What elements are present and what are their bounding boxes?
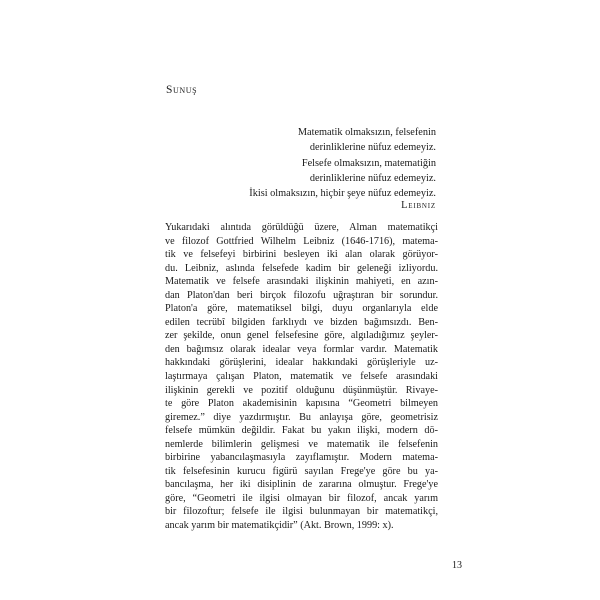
epigraph-line: derinliklerine nüfuz edemeyiz. xyxy=(309,142,436,154)
body-line: tik felsefesinin kurucu figürü sayılan Frege'ye göre bu ya- xyxy=(165,465,438,477)
epigraph-line: derinliklerine nüfuz edemeyiz. xyxy=(309,172,436,184)
body-line: Platon'a göre, matematiksel bilgi, duyu organlarıyla elde xyxy=(165,303,438,315)
body-line: göre, “Geometri ile ilgisi olmayan bir filozof, ancak yarım xyxy=(165,492,438,504)
body-line: ilişkinin gerekli ve pozitif olduğunu düşünmüştür. Rivaye- xyxy=(165,384,438,396)
page-number: 13 xyxy=(452,560,462,571)
body-line: bir filozoftur; felsefe ile ilgisi bulunmayan bir matematikçi, xyxy=(165,506,438,518)
body-line: tik ve felsefeyi birbirini besleyen iki alan olarak görüyor- xyxy=(165,249,438,261)
body-line: den bağımsız olarak idealar veya formlar vardır. Matematik xyxy=(165,343,438,355)
epigraph-author: Leibniz xyxy=(401,200,436,211)
body-line: felsefe mümkün değildir. Fakat bu yakın ilişki, modern dö- xyxy=(165,425,438,437)
body-line: ancak yarım bir matematikçidir” (Akt. Brown, 1999: x). xyxy=(165,520,394,532)
body-line: laştırmaya çalışan Platon, matematik ve felsefe arasındaki xyxy=(165,371,438,383)
body-line: Matematik ve felsefe arasındaki ilişkinin mahiyeti, en azın- xyxy=(165,276,438,288)
body-line: te göre Platon akademisinin kapısına “Geometri bilmeyen xyxy=(165,398,438,410)
body-line: zer şekilde, onun genel felsefesine göre, algıladığımız şeyler- xyxy=(165,330,438,342)
epigraph xyxy=(156,125,436,201)
body-line: Yukarıdaki alıntıda görüldüğü üzere, Alman matematikçi xyxy=(165,222,438,233)
epigraph-line: İkisi olmaksızın, hiçbir şeye nüfuz edemeyiz. xyxy=(249,188,436,200)
body-line: nemlerde bilimlerin gelişmesi ve matematik ile felsefenin xyxy=(165,438,438,450)
body-line: giremez.” diye yazdırmıştır. Bu anlayışa göre, geometrisiz xyxy=(165,411,438,423)
body-line: dan Platon'dan beri birçok filozofu uğraştıran bir sorundur. xyxy=(165,289,438,301)
body-line: edilen tecrübî bilgiden farklıydı ve bizden bağımsızdı. Ben- xyxy=(165,316,438,328)
body-line: du. Leibniz, aslında felsefede kadim bir geleneği izliyordu. xyxy=(165,262,438,274)
body-line: ve filozof Gottfried Wilhelm Leibniz (1646-1716), matema- xyxy=(165,235,438,247)
section-title: Sunuş xyxy=(166,84,198,96)
epigraph-line: Felsefe olmaksızın, matematiğin xyxy=(301,157,436,169)
body-line: bancılaşma, her iki disiplinin de zararına olmuştur. Frege'ye xyxy=(165,479,438,491)
body-paragraph xyxy=(165,221,438,533)
body-line: hakkındaki görüşlerini, idealar hakkındaki görüşleriyle uz- xyxy=(165,357,438,369)
body-line: birbirine yabancılaşmasıyla zayıflamıştır. Modern matema- xyxy=(165,452,438,464)
epigraph-line: Matematik olmaksızın, felsefenin xyxy=(297,127,436,138)
